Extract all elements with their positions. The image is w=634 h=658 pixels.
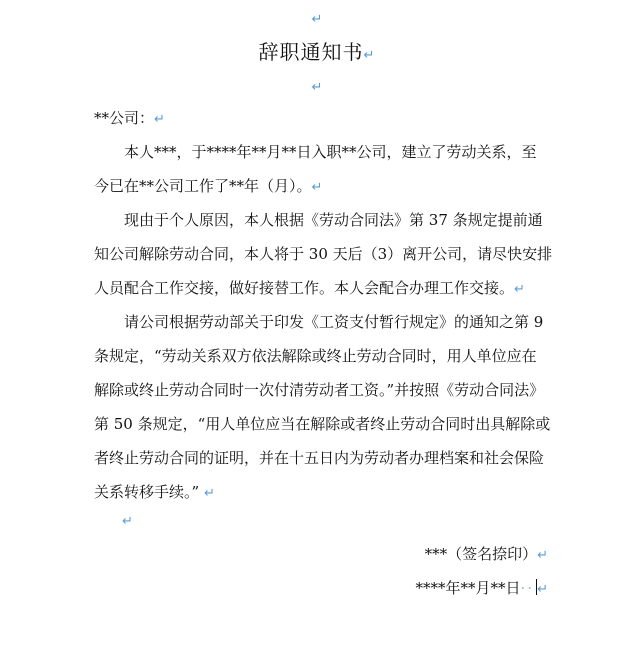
paragraph-mark-icon: ↵ <box>514 282 525 297</box>
paragraph3-line[interactable] <box>94 380 544 400</box>
paragraph3-line-text: 条规定，“劳动关系双方依法解除或终止劳动合同时，用人单位应在 <box>94 347 537 365</box>
date-line[interactable] <box>416 578 548 600</box>
space-dots-icon: ·· <box>520 579 535 597</box>
paragraph2-line-text: 人员配合工作交接，做好接替工作。本人会配合办理工作交接。 <box>94 279 515 297</box>
greeting-line[interactable] <box>94 108 165 130</box>
title-text: 辞职通知书 <box>258 40 364 64</box>
paragraph3-line[interactable] <box>124 312 543 332</box>
paragraph3-line[interactable] <box>94 448 544 468</box>
empty-paragraph-after-title <box>0 76 634 95</box>
paragraph3-line-text: 请公司根据劳动部关于印发《工资支付暂行规定》的通知之第 9 <box>124 313 544 331</box>
paragraph1-line-text: 今已在**公司工作了**年（月）。 <box>94 177 312 195</box>
empty-paragraph[interactable] <box>122 510 133 532</box>
date-text: ****年**月**日 <box>415 579 521 597</box>
paragraph-mark-icon: ↵ <box>537 548 548 563</box>
paragraph-mark-icon: ↵ <box>311 12 323 27</box>
paragraph-mark-icon: ↵ <box>203 486 215 501</box>
paragraph2-line[interactable] <box>94 278 525 300</box>
paragraph-mark-icon: ↵ <box>363 48 376 63</box>
paragraph1-line[interactable] <box>124 142 537 162</box>
paragraph3-line-text: 第 50 条规定，“用人单位应当在解除或者终止劳动合同时出具解除或 <box>94 415 551 433</box>
paragraph-mark-icon: ↵ <box>122 514 133 529</box>
signature-line[interactable] <box>425 544 548 566</box>
paragraph1-line-text: 本人***，于****年**月**日入职**公司，建立了劳动关系，至 <box>124 143 537 161</box>
paragraph2-line[interactable] <box>94 244 552 264</box>
paragraph2-line-text: 现由于个人原因，本人根据《劳动合同法》第 37 条规定提前通 <box>124 211 543 229</box>
paragraph3-line[interactable] <box>94 482 215 504</box>
paragraph3-line-text: 者终止劳动合同的证明，并在十五日内为劳动者办理档案和社会保险 <box>94 449 545 467</box>
paragraph3-line-text: 关系转移手续。” <box>94 483 200 501</box>
paragraph-mark-icon: ↵ <box>311 180 323 195</box>
paragraph2-line-text: 知公司解除劳动合同，本人将于 30 天后（3）离开公司，请尽快安排 <box>94 245 553 263</box>
paragraph3-line-text: 解除或终止劳动合同时一次付清劳动者工资。”并按照《劳动合同法》 <box>94 381 545 399</box>
paragraph3-line[interactable] <box>94 346 537 366</box>
paragraph3-line[interactable] <box>94 414 550 434</box>
greeting-text: **公司： <box>94 109 155 127</box>
paragraph2-line[interactable] <box>124 210 543 230</box>
paragraph-mark-icon: ↵ <box>537 582 548 597</box>
paragraph1-line[interactable] <box>94 176 322 198</box>
page-title[interactable] <box>0 38 634 70</box>
paragraph-mark-icon: ↵ <box>311 80 323 95</box>
empty-paragraph-top <box>0 8 634 27</box>
paragraph-mark-icon: ↵ <box>154 112 165 127</box>
signature-text: ***（签名捺印） <box>424 545 538 563</box>
